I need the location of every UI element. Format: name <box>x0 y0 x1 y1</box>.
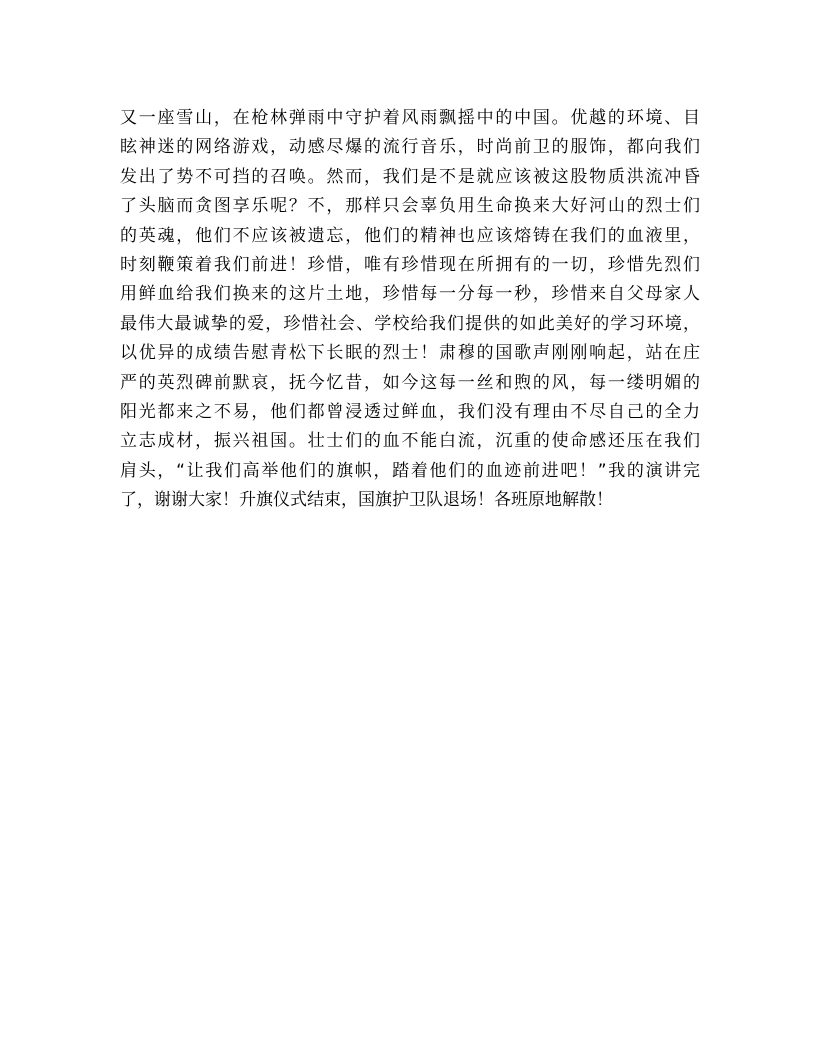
text-line: 以优异的成绩告慰青松下长眠的烈士！肃穆的国歌声刚刚响起，站在庄 <box>120 343 700 364</box>
text-line: 最伟大最诚挚的爱，珍惜社会、学校给我们提供的如此美好的学习环境， <box>120 313 700 334</box>
text-line: 严的英烈碑前默哀，抚今忆昔，如今这每一丝和煦的风，每一缕明媚的 <box>120 372 700 393</box>
text-line: 发出了势不可挡的召唤。然而，我们是不是就应该被这股物质洪流冲昏 <box>120 166 700 187</box>
speech-paragraph <box>120 104 700 515</box>
text-line: 了，谢谢大家！升旗仪式结束，国旗护卫队退场！各班原地解散！ <box>120 490 613 511</box>
text-line: 阳光都来之不易，他们都曾浸透过鲜血，我们没有理由不尽自己的全力 <box>120 401 700 422</box>
text-line: 又一座雪山，在枪林弹雨中守护着风雨飘摇中的中国。优越的环境、目 <box>120 108 700 128</box>
text-line: 时刻鞭策着我们前进！珍惜，唯有珍惜现在所拥有的一切，珍惜先烈们 <box>120 254 700 275</box>
text-line: 肩头，“让我们高举他们的旗帜，踏着他们的血迹前进吧！”我的演讲完 <box>120 460 700 481</box>
text-line: 的英魂，他们不应该被遗忘，他们的精神也应该熔铸在我们的血液里， <box>120 225 700 246</box>
text-line: 立志成材，振兴祖国。壮士们的血不能白流，沉重的使命感还压在我们 <box>120 431 700 452</box>
text-line: 用鲜血给我们换来的这片土地，珍惜每一分每一秒，珍惜来自父母家人 <box>120 284 700 305</box>
text-line: 了头脑而贪图享乐呢？不，那样只会辜负用生命换来大好河山的烈士们 <box>120 196 700 217</box>
text-line: 眩神迷的网络游戏，动感尽爆的流行音乐，时尚前卫的服饰，都向我们 <box>120 137 700 158</box>
